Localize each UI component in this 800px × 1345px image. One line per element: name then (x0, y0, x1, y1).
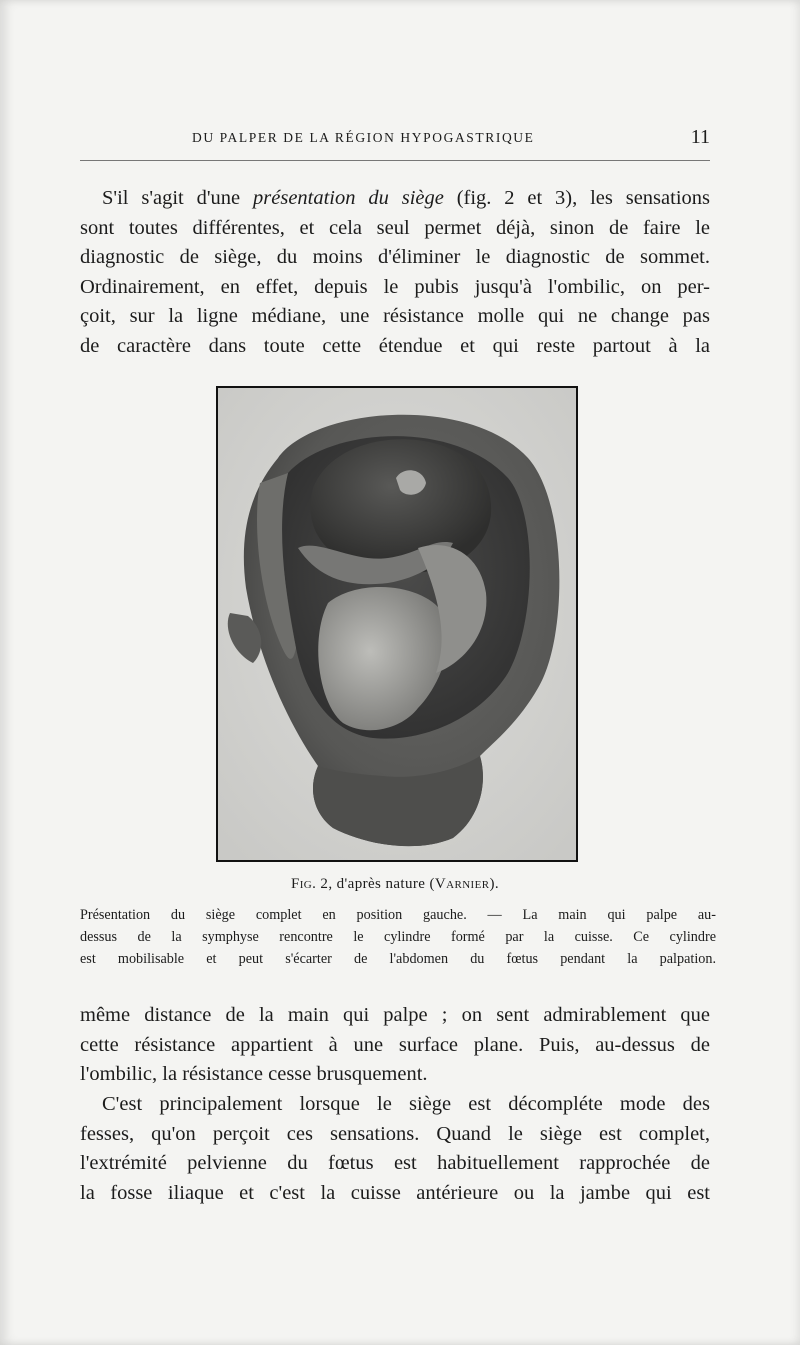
text-line: l'extrémité pelvienne du fœtus est habituellement rapprochée de (80, 1152, 710, 1174)
text-line: çoit, sur la ligne médiane, une résistance molle qui ne change pas (80, 305, 710, 327)
text-line (80, 184, 710, 214)
header-rule (80, 160, 710, 161)
text-line: l'ombilic, la résistance cesse brusquement. (80, 1063, 428, 1085)
figure-credit-prefix: , d'après nature ( (328, 876, 435, 892)
text-line: C'est principalement lorsque le siège est décompléte mode des (102, 1093, 710, 1115)
figure-caption-body (80, 904, 716, 970)
running-head (80, 128, 710, 152)
figure-photograph (216, 386, 578, 862)
figure-caption-title (80, 876, 710, 893)
page-number: 11 (690, 126, 710, 148)
caption-line: Présentation du siège complet en position gauche. — La main qui palpe au- (80, 907, 716, 923)
emphasis-text: présentation du siège (253, 187, 444, 209)
caption-line: dessus de la symphyse rencontre le cylindre formé par la cuisse. Ce cylindre (80, 929, 716, 945)
paragraph-3 (80, 1090, 710, 1208)
figure-credit-name: Varnier (434, 876, 490, 892)
text-line: diagnostic de siège, du moins d'éliminer le diagnostic de sommet. (80, 246, 710, 268)
text-line: fesses, qu'on perçoit ces sensations. Quand le siège est complet, (80, 1122, 710, 1145)
text-line: cette résistance appartient à une surface plane. Puis, au-dessus de (80, 1033, 710, 1056)
text-line: la fosse iliaque et c'est la cuisse antérieure ou la jambe qui est (80, 1181, 710, 1204)
text-line: Ordinairement, en effet, depuis le pubis jusqu'à l'ombilic, on per- (80, 275, 710, 298)
specimen-illustration (218, 388, 576, 860)
caption-line: est mobilisable et peut s'écarter de l'abdomen du fœtus pendant la palpation. (80, 951, 716, 967)
figure-label: Fig. 2 (290, 876, 329, 892)
paragraph-2 (80, 1001, 710, 1090)
text-line: même distance de la main qui palpe ; on sent admirablement que (80, 1004, 710, 1026)
text-line: sont toutes différentes, et cela seul permet déjà, sinon de faire le (80, 216, 710, 239)
text-run: (fig. 2 et 3), les sensations (443, 187, 710, 209)
text-line: de caractère dans toute cette étendue et qui reste partout à la (80, 334, 710, 357)
paragraph-1 (80, 184, 710, 361)
running-title: DU PALPER DE LA RÉGION HYPOGASTRIQUE (192, 130, 535, 145)
figure-credit-suffix: ). (489, 876, 499, 892)
text-run: S'il s'agit d'une (102, 187, 254, 209)
